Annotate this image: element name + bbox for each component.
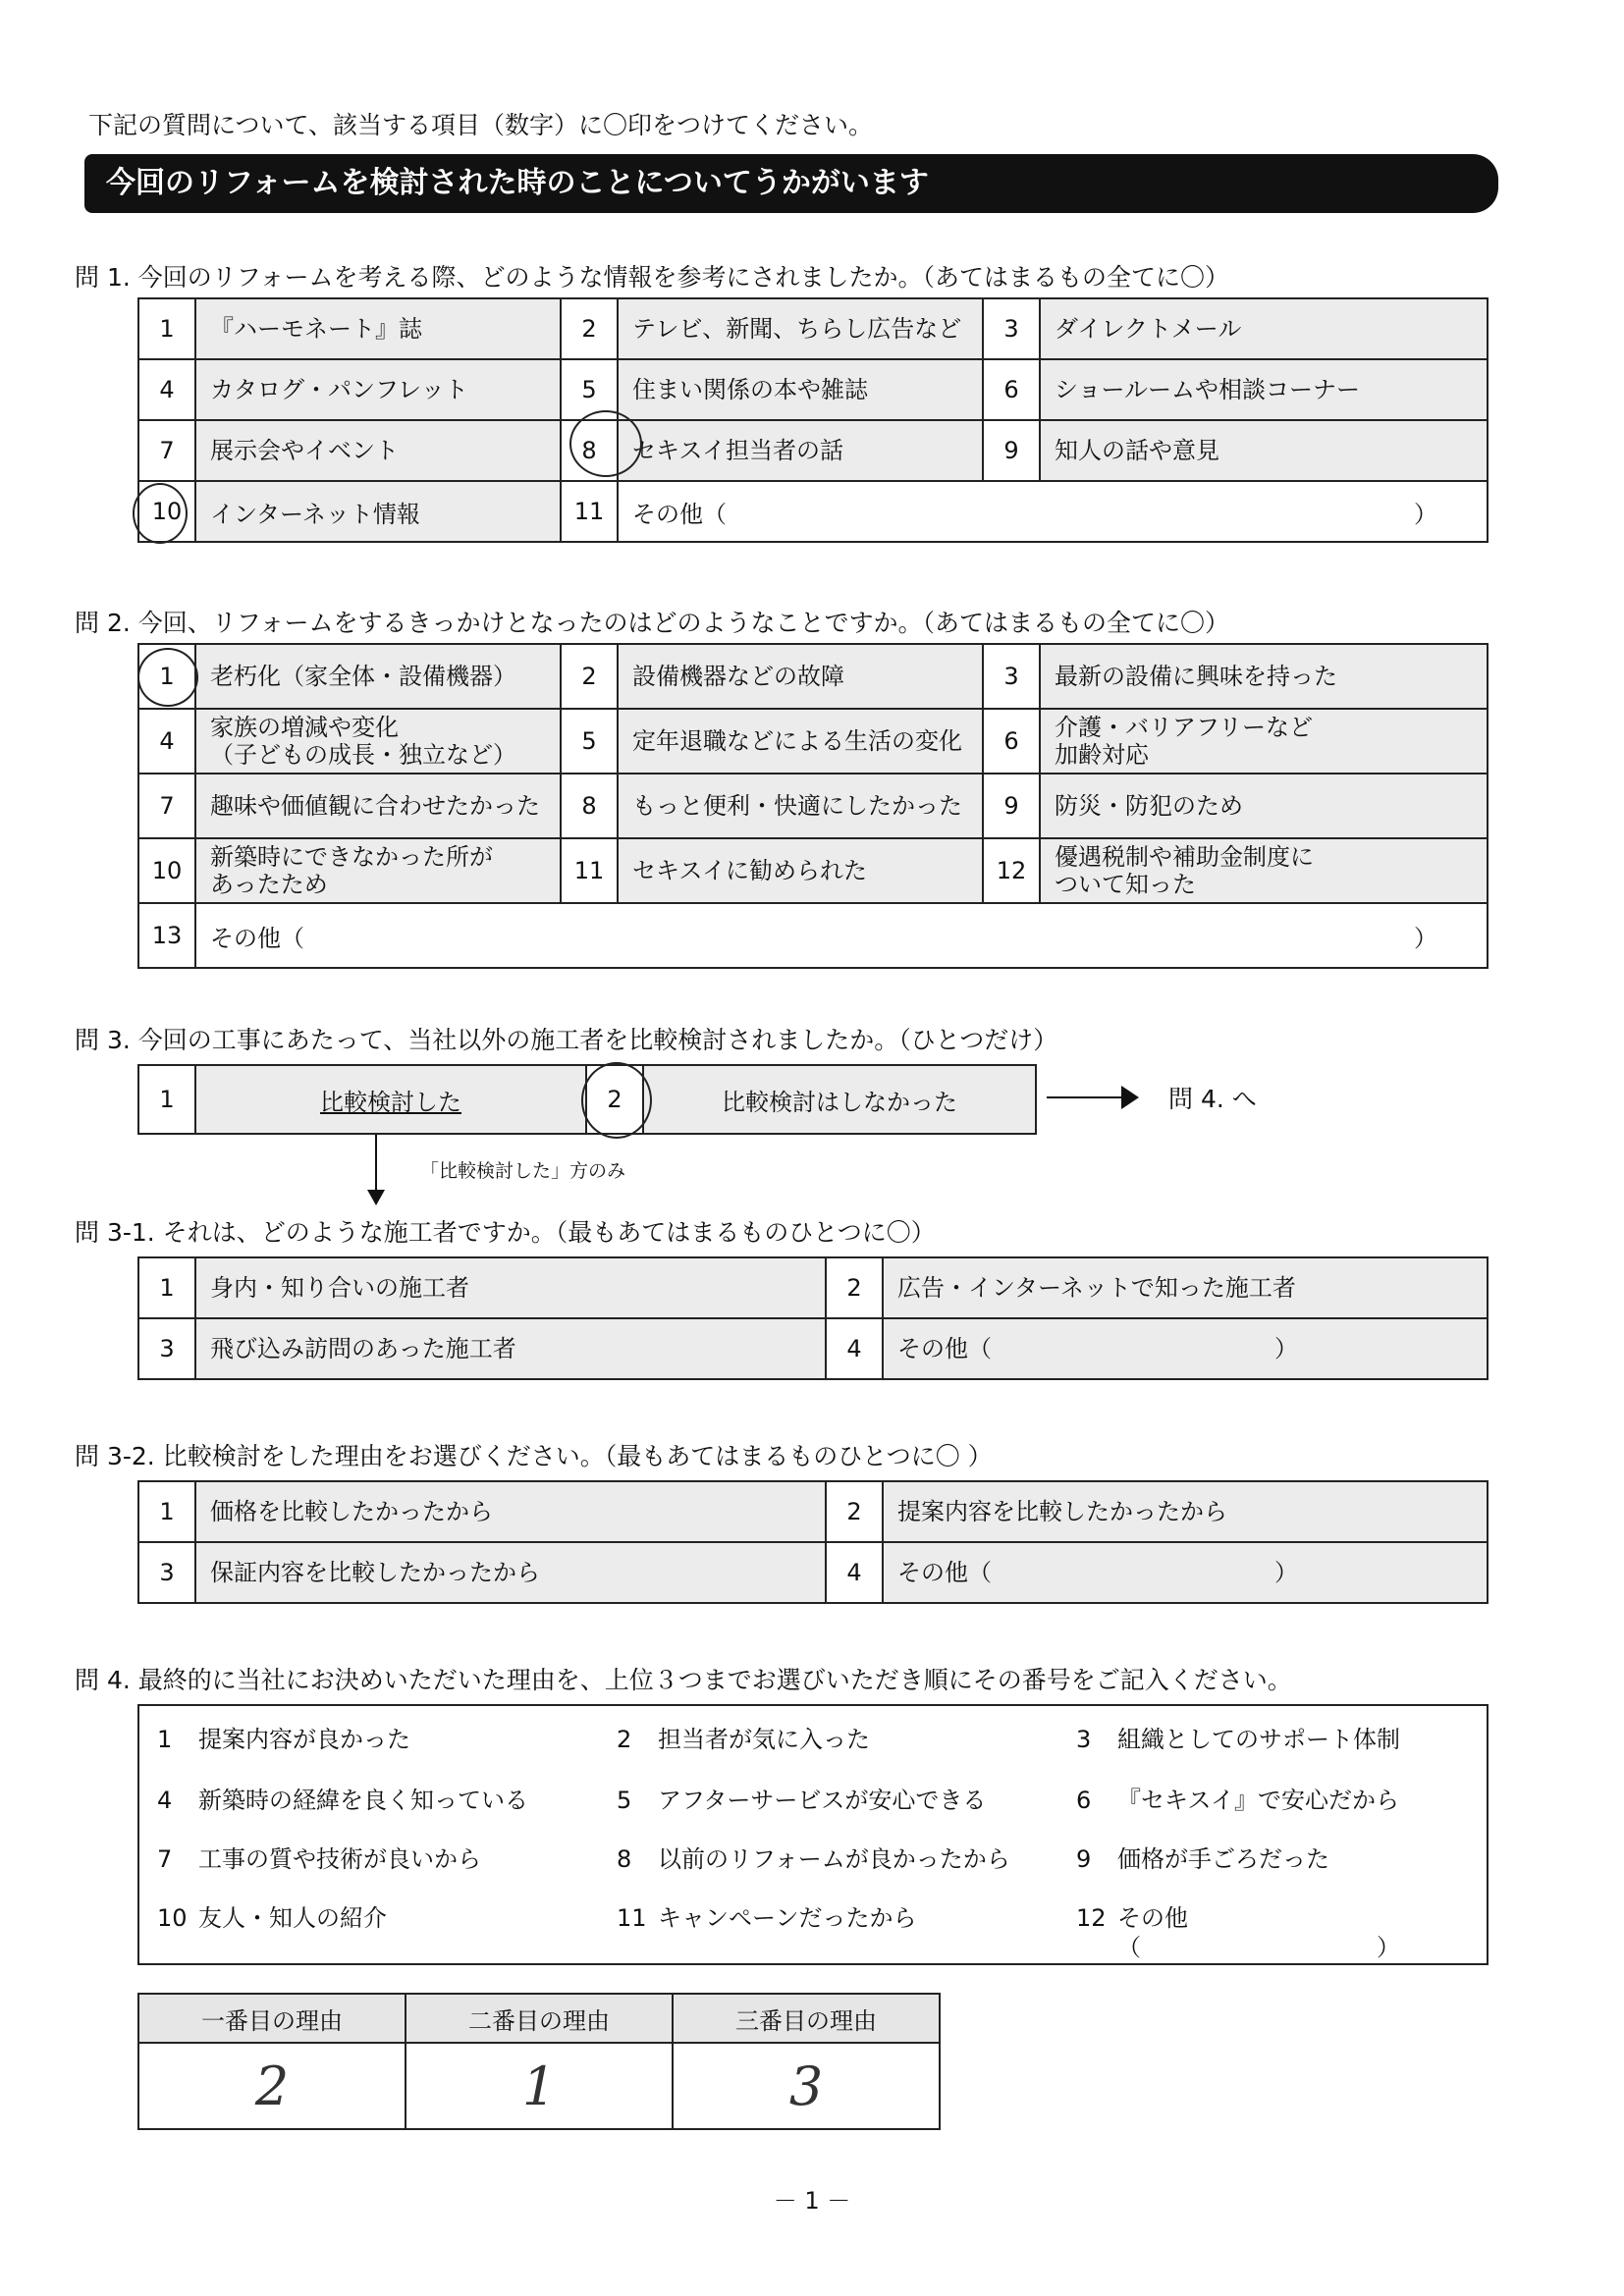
q4-option-7 xyxy=(157,1840,481,1874)
q4-option-text: 提案内容が良かった xyxy=(198,1726,410,1753)
q3-2-heading: 問 3-2. 比較検討をした理由をお選びください。（最もあてはまるものひとつに〇 ） xyxy=(75,1442,993,1470)
q1-option-num-5[interactable]: 5 xyxy=(561,359,618,420)
q4-option-text: 新築時の経緯を良く知っている xyxy=(198,1787,528,1814)
q4-heading: 問 4. 最終的に当社にお決めいただいた理由を、上位３つまでお選びいただき順にその番号をご記入ください。 xyxy=(75,1666,1292,1694)
q2-option-num-3[interactable]: 3 xyxy=(983,644,1040,709)
answer-circle-q2-1 xyxy=(137,648,198,707)
q3-1-option-text-4: その他（ ） xyxy=(883,1318,1488,1379)
q2-option-num-5[interactable]: 5 xyxy=(561,709,618,774)
q3-1-option-num-1[interactable]: 1 xyxy=(138,1257,195,1318)
q4-option-11 xyxy=(617,1898,917,1933)
q3-2-option-text-3: 保証内容を比較したかったから xyxy=(195,1542,826,1603)
q3-1-option-num-4[interactable]: 4 xyxy=(826,1318,883,1379)
q4-option-text: キャンペーンだったから xyxy=(658,1904,917,1932)
q1-option-num-3[interactable]: 3 xyxy=(983,298,1040,359)
q4-option-text: 価格が手ごろだった xyxy=(1117,1845,1329,1873)
branch-arrow-line xyxy=(375,1135,377,1194)
q4-option-num: 12 xyxy=(1076,1904,1107,1932)
q4-option-9 xyxy=(1076,1840,1329,1874)
q1-option-text-10: インターネット情報 xyxy=(195,481,561,542)
q3-option-num-2[interactable]: 2 xyxy=(586,1065,643,1134)
q3-1-option-text-3: 飛び込み訪問のあった施工者 xyxy=(195,1318,826,1379)
q3-1-option-num-3[interactable]: 3 xyxy=(138,1318,195,1379)
q4-option-6 xyxy=(1076,1781,1399,1815)
q4-other-field[interactable]: （ ） xyxy=(1117,1934,1400,1961)
q2-option-num-8[interactable]: 8 xyxy=(561,774,618,838)
q2-option-num-13[interactable]: 13 xyxy=(138,903,195,968)
q1-heading: 問 1. 今回のリフォームを考える際、どのような情報を参考にされましたか。（あてはまるもの全てに〇） xyxy=(75,263,1230,292)
q4-option-text: 担当者が気に入った xyxy=(658,1726,870,1753)
q2-options xyxy=(137,643,1489,969)
q2-option-text-4: 家族の増減や変化 （子どもの成長・独立など） xyxy=(195,709,561,774)
q4-option-10 xyxy=(157,1898,387,1933)
q2-option-num-12[interactable]: 12 xyxy=(983,838,1040,903)
q2-option-text-1: 老朽化（家全体・設備機器） xyxy=(195,644,561,709)
q4-option-num: 7 xyxy=(157,1845,173,1873)
q1-option-num-9[interactable]: 9 xyxy=(983,420,1040,481)
q2-option-text-11: セキスイに勧められた xyxy=(618,838,983,903)
q4-option-text: その他 xyxy=(1117,1904,1188,1932)
q1-option-num-1[interactable]: 1 xyxy=(138,298,195,359)
q4-option-text: 以前のリフォームが良かったから xyxy=(658,1845,1010,1873)
q4-option-num: 9 xyxy=(1076,1845,1092,1873)
q3-2-option-num-3[interactable]: 3 xyxy=(138,1542,195,1603)
q4-answer-table xyxy=(137,1993,941,2130)
page-number: － 1 － xyxy=(773,2187,851,2215)
q2-option-num-6[interactable]: 6 xyxy=(983,709,1040,774)
q2-option-num-1[interactable]: 1 xyxy=(138,644,195,709)
answer-cell-3[interactable]: 3 xyxy=(673,2043,940,2129)
q4-option-num: 5 xyxy=(617,1787,632,1814)
q1-option-text-8: セキスイ担当者の話 xyxy=(618,420,983,481)
q2-option-text-7: 趣味や価値観に合わせたかった xyxy=(195,774,561,838)
q1-option-num-4[interactable]: 4 xyxy=(138,359,195,420)
q2-option-num-10[interactable]: 10 xyxy=(138,838,195,903)
q3-option-text-1: 比較検討した xyxy=(195,1065,586,1134)
q4-option-5 xyxy=(617,1781,986,1815)
q1-option-num-6[interactable]: 6 xyxy=(983,359,1040,420)
branch-note: 「比較検討した」方のみ xyxy=(420,1160,626,1182)
q1-options xyxy=(137,297,1489,543)
q4-option-num: 10 xyxy=(157,1904,188,1932)
q2-heading: 問 2. 今回、リフォームをするきっかけとなったのはどのようなことですか。（あてはまるもの全てに〇） xyxy=(75,609,1230,637)
q1-option-text-1: 『ハーモネート』誌 xyxy=(195,298,561,359)
q3-heading: 問 3. 今回の工事にあたって、当社以外の施工者を比較検討されましたか。（ひとつだけ） xyxy=(75,1026,1058,1054)
q3-option-text-2: 比較検討はしなかった xyxy=(643,1065,1036,1134)
q1-option-text-2: テレビ、新聞、ちらし広告など xyxy=(618,298,983,359)
instructions: 下記の質問について、該当する項目（数字）に〇印をつけてください。 xyxy=(88,111,874,139)
q4-option-num: 1 xyxy=(157,1726,173,1753)
q4-option-text: 組織としてのサポート体制 xyxy=(1117,1726,1400,1753)
section-banner: 今回のリフォームを検討された時のことについてうかがいます xyxy=(84,154,1498,213)
q2-option-text-2: 設備機器などの故障 xyxy=(618,644,983,709)
q1-option-text-6: ショールームや相談コーナー xyxy=(1040,359,1488,420)
q2-option-text-12: 優遇税制や補助金制度に ついて知った xyxy=(1040,838,1488,903)
q3-2-option-text-2: 提案内容を比較したかったから xyxy=(883,1481,1488,1542)
q4-option-8 xyxy=(617,1840,1010,1874)
answer-cell-2[interactable]: 1 xyxy=(406,2043,673,2129)
q4-option-num: 11 xyxy=(617,1904,647,1932)
answer-header-3: 三番目の理由 xyxy=(673,1994,940,2043)
branch-arrow-head xyxy=(367,1190,385,1205)
q2-option-num-11[interactable]: 11 xyxy=(561,838,618,903)
q4-option-4 xyxy=(157,1781,528,1815)
q4-option-text: 工事の質や技術が良いから xyxy=(198,1845,481,1873)
q2-other-field[interactable]: その他（ ） xyxy=(195,903,1488,968)
q2-option-text-9: 防災・防犯のため xyxy=(1040,774,1488,838)
q3-2-option-num-2[interactable]: 2 xyxy=(826,1481,883,1542)
q4-option-num: 6 xyxy=(1076,1787,1092,1814)
q1-option-num-2[interactable]: 2 xyxy=(561,298,618,359)
q2-option-text-6: 介護・バリアフリーなど 加齢対応 xyxy=(1040,709,1488,774)
q1-option-num-11[interactable]: 11 xyxy=(561,481,618,542)
q4-option-3 xyxy=(1076,1720,1400,1754)
q2-option-text-3: 最新の設備に興味を持った xyxy=(1040,644,1488,709)
q3-1-heading: 問 3-1. それは、どのような施工者ですか。（最もあてはまるものひとつに〇） xyxy=(75,1218,936,1247)
q4-option-num: 3 xyxy=(1076,1726,1092,1753)
q4-options-box xyxy=(137,1704,1489,1965)
q3-2-options xyxy=(137,1480,1489,1604)
q1-option-num-10[interactable]: 10 xyxy=(138,481,195,542)
q4-option-text: 『セキスイ』で安心だから xyxy=(1117,1787,1400,1814)
q4-option-num: 2 xyxy=(617,1726,632,1753)
answer-header-1: 一番目の理由 xyxy=(138,1994,406,2043)
answer-cell-1[interactable]: 2 xyxy=(138,2043,406,2129)
q4-option-num: 4 xyxy=(157,1787,173,1814)
answer-circle-q1-8 xyxy=(569,410,642,477)
q1-option-text-4: カタログ・パンフレット xyxy=(195,359,561,420)
q1-other-field[interactable]: その他（ ） xyxy=(618,481,1488,542)
goto-arrow-head xyxy=(1121,1086,1139,1109)
q2-option-text-5: 定年退職などによる生活の変化 xyxy=(618,709,983,774)
q3-2-option-num-1[interactable]: 1 xyxy=(138,1481,195,1542)
q4-option-text: アフターサービスが安心できる xyxy=(658,1787,987,1814)
q3-1-options xyxy=(137,1256,1489,1380)
q1-option-text-9: 知人の話や意見 xyxy=(1040,420,1488,481)
q2-option-num-4[interactable]: 4 xyxy=(138,709,195,774)
q4-option-text: 友人・知人の紹介 xyxy=(198,1904,387,1932)
q3-2-option-text-4: その他（ ） xyxy=(883,1542,1488,1603)
goto-arrow-line xyxy=(1047,1096,1125,1098)
q1-option-num-7[interactable]: 7 xyxy=(138,420,195,481)
q2-option-text-8: もっと便利・快適にしたかった xyxy=(618,774,983,838)
answer-circle-q1-10 xyxy=(133,483,188,544)
q4-option-num: 8 xyxy=(617,1845,632,1873)
q1-option-num-8[interactable]: 8 xyxy=(561,420,618,481)
q2-option-num-9[interactable]: 9 xyxy=(983,774,1040,838)
answer-circle-q3-2 xyxy=(581,1062,652,1139)
q3-2-option-text-1: 価格を比較したかったから xyxy=(195,1481,826,1542)
q2-option-num-7[interactable]: 7 xyxy=(138,774,195,838)
q3-2-option-num-4[interactable]: 4 xyxy=(826,1542,883,1603)
goto-q4-label: 問 4. へ xyxy=(1168,1085,1257,1113)
q3-1-option-num-2[interactable]: 2 xyxy=(826,1257,883,1318)
q2-option-text-10: 新築時にできなかった所が あったため xyxy=(195,838,561,903)
q4-option-1 xyxy=(157,1720,410,1754)
q3-option-num-1[interactable]: 1 xyxy=(138,1065,195,1134)
q3-1-option-text-1: 身内・知り合いの施工者 xyxy=(195,1257,826,1318)
answer-header-2: 二番目の理由 xyxy=(406,1994,673,2043)
q1-option-text-5: 住まい関係の本や雑誌 xyxy=(618,359,983,420)
q1-option-text-3: ダイレクトメール xyxy=(1040,298,1488,359)
q3-1-option-text-2: 広告・インターネットで知った施工者 xyxy=(883,1257,1488,1318)
q1-option-text-7: 展示会やイベント xyxy=(195,420,561,481)
q4-option-2 xyxy=(617,1720,870,1754)
q2-option-num-2[interactable]: 2 xyxy=(561,644,618,709)
